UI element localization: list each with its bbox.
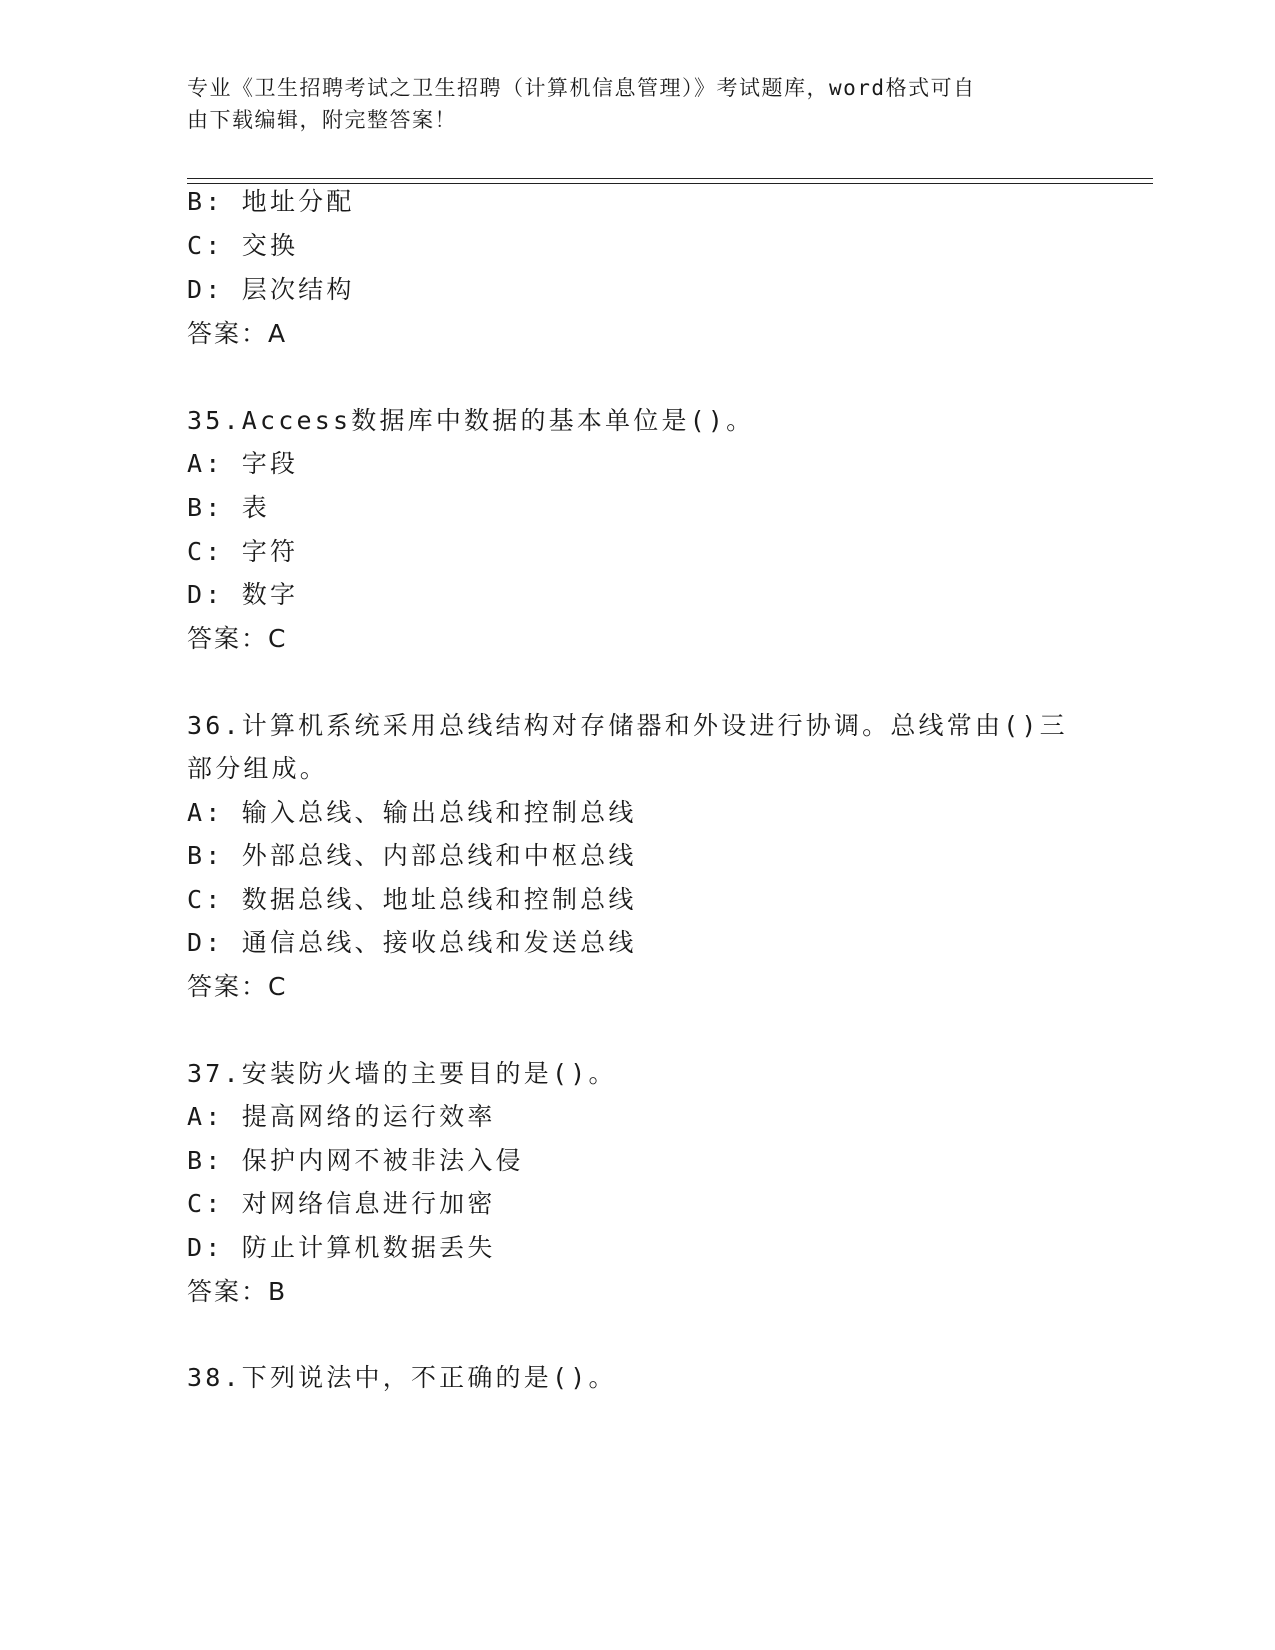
option-b: B: 外部总线、内部总线和中枢总线	[187, 841, 637, 870]
option-a: A: 提高网络的运行效率	[187, 1102, 496, 1131]
answer: 答案：C	[187, 972, 288, 1001]
header-line-2: 由下载编辑，附完整答案！	[187, 108, 457, 132]
answer: 答案：C	[187, 624, 288, 653]
document-header	[187, 72, 1067, 136]
option-b: B: 保护内网不被非法入侵	[187, 1146, 524, 1175]
option-c: C: 字符	[187, 537, 299, 566]
header-line-1: 专业《卫生招聘考试之卫生招聘（计算机信息管理）》考试题库，word格式可自	[187, 76, 976, 100]
option-b: B: 表	[187, 493, 270, 522]
answer: 答案：A	[187, 319, 288, 348]
question-text: 35.Access数据库中数据的基本单位是()。	[187, 406, 755, 435]
option-d: D: 通信总线、接收总线和发送总线	[187, 928, 637, 957]
header-divider-bottom	[187, 183, 1153, 184]
option-c: C: 对网络信息进行加密	[187, 1189, 496, 1218]
question-text-line-1: 36.计算机系统采用总线结构对存储器和外设进行协调。总线常由()三	[187, 711, 1068, 740]
answer: 答案：B	[187, 1277, 288, 1306]
option-c: C: 数据总线、地址总线和控制总线	[187, 885, 637, 914]
option-d: D: 数字	[187, 580, 299, 609]
question-text: 38.下列说法中，不正确的是()。	[187, 1363, 617, 1392]
option-c: C: 交换	[187, 231, 299, 260]
question-text: 37.安装防火墙的主要目的是()。	[187, 1059, 617, 1088]
option-a: A: 输入总线、输出总线和控制总线	[187, 798, 637, 827]
option-b: B: 地址分配	[187, 187, 355, 216]
header-divider-top	[187, 178, 1153, 179]
option-d: D: 防止计算机数据丢失	[187, 1233, 496, 1262]
option-a: A: 字段	[187, 449, 299, 478]
option-d: D: 层次结构	[187, 275, 355, 304]
question-text-line-2: 部分组成。	[187, 754, 329, 783]
